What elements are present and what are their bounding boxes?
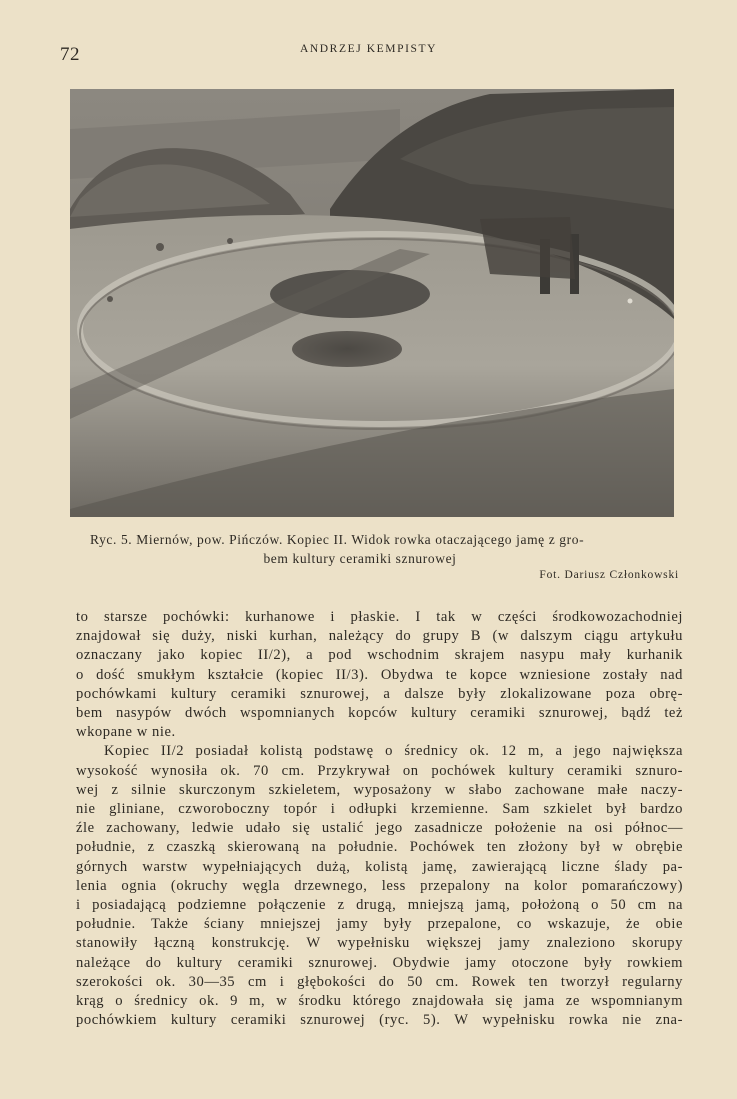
text-line: południe, z czaszką skierowaną na południe. Pochówek ten złożony był w obrębie — [76, 839, 683, 856]
photo-credit: Fot. Dariusz Członkowski — [539, 569, 679, 581]
text-line: nie gliniane, czworoboczny topór i odłupki krzemienne. Sam szkielet był bardzo — [76, 801, 683, 818]
caption-line-1: Ryc. 5. Miernów, pow. Pińczów. Kopiec II. Widok rowka otaczającego jamę z gro- — [90, 532, 585, 547]
text-line: oznaczany jako kopiec II/2), a pod wschodnim skrajem nasypu mały kurhanik — [76, 647, 683, 664]
text-line: pochówkiem kultury ceramiki sznurowej (ryc. 5). W wypełnisku rowka nie zna- — [76, 1012, 683, 1029]
text-line: szerokości ok. 30—35 cm i głębokości do 50 cm. Rowek ten tworzył regularny — [76, 973, 683, 990]
text-line: o dość smukłym kształcie (kopiec II/3). Obydwa te kopce wzniesione zostały nad — [76, 666, 683, 683]
text-line: i posiadającą podziemne połączenie z drugą, mniejszą jamą, położoną o 50 cm na — [76, 897, 683, 914]
text-line: znajdował się duży, niski kurhan, należący do grupy B (w dalszym ciągu artykułu — [76, 628, 683, 645]
text-line: należące do kultury ceramiki sznurowej. Obydwie jamy otoczone były rowkiem — [76, 954, 683, 971]
text-line: to starsze pochówki: kurhanowe i płaskie. I tak w części środkowozachodniej — [76, 609, 683, 625]
running-head: ANDRZEJ KEMPISTY — [299, 43, 438, 55]
text-line: Kopiec II/2 posiadał kolistą podstawę o średnicy ok. 12 m, a jego największa — [104, 743, 683, 760]
body-text — [76, 608, 683, 1030]
page-number: 72 — [60, 44, 80, 65]
text-line: lenia ognia (okruchy węgla drzewnego, less przepalony na kolor pomarańczowy) — [76, 877, 683, 894]
excavation-photo — [70, 89, 674, 517]
text-line: wysokość wynosiła ok. 70 cm. Przykrywał on pochówek kultury ceramiki sznuro- — [76, 762, 683, 779]
text-line: stanowiły łączną konstrukcję. W wypełnisku większej jamy znaleziono skorupy — [76, 935, 683, 952]
text-line: wej z silnie skurczonym szkieletem, wyposażony w słabo zachowane małe naczy- — [76, 781, 683, 798]
text-line: bem nasypów dwóch wspomnianych kopców kultury ceramiki sznurowej, bądź też — [76, 705, 683, 722]
text-line: pochówkami kultury ceramiki sznurowej, a dalsze były zlokalizowane poza obrę- — [76, 685, 683, 702]
text-line: wkopane w nie. — [76, 724, 176, 741]
caption-line-2: bem kultury ceramiki sznurowej — [263, 551, 457, 566]
text-line: źle zachowany, ledwie udało się ustalić jego zasadnicze położenie na osi północ— — [76, 820, 683, 837]
text-line: południe. Także ściany mniejszej jamy były przepalone, co wskazuje, że obie — [76, 916, 683, 933]
figure-caption — [90, 530, 690, 568]
text-line: górnych warstw wypełniających dużą, kolistą jamę, zawierającą liczne ślady pa- — [76, 858, 683, 875]
text-line: krąg o średnicy ok. 9 m, w środku którego znajdowała się jama ze wspomnianym — [76, 993, 683, 1010]
